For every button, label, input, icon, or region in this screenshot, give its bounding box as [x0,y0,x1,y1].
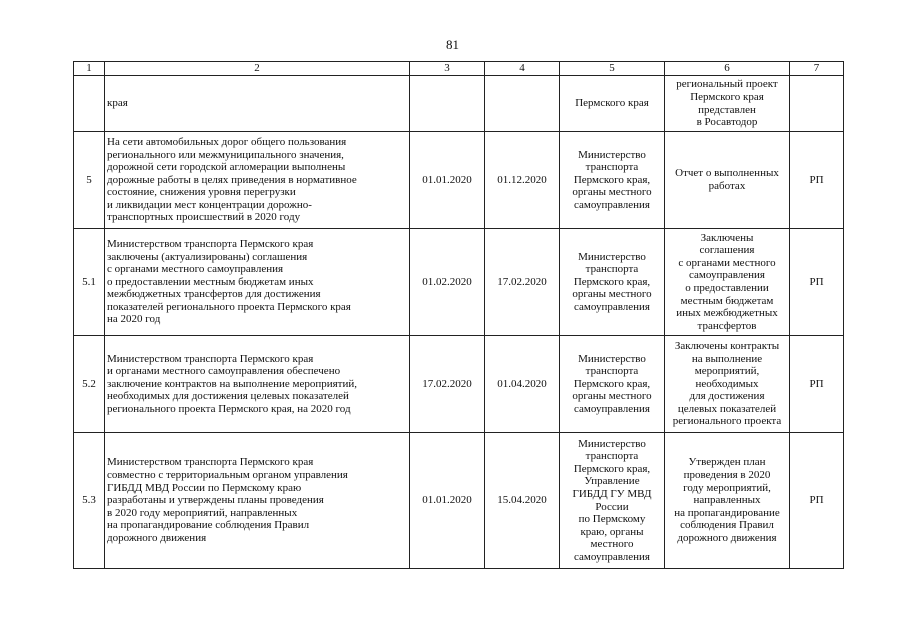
table-row [74,76,844,132]
row-number: 5 [74,132,105,229]
row-end-date: 17.02.2020 [485,229,560,336]
row-executor: Министерство транспорта Пермского края, органы местного самоуправления [560,229,665,336]
row-result: Отчет о выполненных работах [665,132,790,229]
header-cell: 4 [485,62,560,76]
header-cell: 1 [74,62,105,76]
table-row [74,433,844,569]
header-cell: 7 [790,62,844,76]
row-document-type [790,76,844,132]
row-executor: Министерство транспорта Пермского края, органы местного самоуправления [560,336,665,433]
row-number: 5.1 [74,229,105,336]
row-description: края [105,76,410,132]
row-start-date: 01.02.2020 [410,229,485,336]
row-start-date [410,76,485,132]
row-start-date: 01.01.2020 [410,132,485,229]
row-executor: Пермского края [560,76,665,132]
row-document-type: РП [790,336,844,433]
header-row [74,62,844,76]
table-row [74,132,844,229]
row-number [74,76,105,132]
row-start-date: 17.02.2020 [410,336,485,433]
row-executor: Министерство транспорта Пермского края, Управление ГИБДД ГУ МВД России по Пермскому краю, органы местного самоуправления [560,433,665,569]
row-result: Заключены соглашения с органами местного самоуправления о предоставлении местным бюджетам иных межбюджетных трансфертов [665,229,790,336]
row-start-date: 01.01.2020 [410,433,485,569]
row-description: Министерством транспорта Пермского края заключены (актуализированы) соглашения с органами местного самоуправления о предоставлении местным бюджетам иных межбюджетных трансфертов для достижения показателей регионального проекта Пермского края на 2020 год [105,229,410,336]
row-number: 5.2 [74,336,105,433]
row-description: Министерством транспорта Пермского края совместно с территориальным органом управления ГИБДД МВД России по Пермскому краю разработаны и утверждены планы проведения в 2020 году мероприятий, направленных на пропагандирование соблюдения Правил дорожного движения [105,433,410,569]
row-document-type: РП [790,229,844,336]
row-end-date: 01.12.2020 [485,132,560,229]
row-document-type: РП [790,132,844,229]
row-description: На сети автомобильных дорог общего пользования регионального или межмуниципального значения, дорожной сети городской агломерации выполнены дорожные работы в целях приведения в нормативное состояние, снижения уровня перегрузки и ликвидации мест концентрации дорожно- транспортных происшествий в 2020 году [105,132,410,229]
row-number: 5.3 [74,433,105,569]
row-executor: Министерство транспорта Пермского края, органы местного самоуправления [560,132,665,229]
row-result: Утвержден план проведения в 2020 году мероприятий, направленных на пропагандирование соблюдения Правил дорожного движения [665,433,790,569]
page-number: 81 [446,37,459,52]
header-cell: 6 [665,62,790,76]
row-end-date: 01.04.2020 [485,336,560,433]
row-document-type: РП [790,433,844,569]
header-cell: 3 [410,62,485,76]
row-description: Министерством транспорта Пермского края и органами местного самоуправления обеспечено заключение контрактов на выполнение мероприятий, необходимых для достижения целевых показателей регионального проекта Пермского края, на 2020 год [105,336,410,433]
header-cell: 5 [560,62,665,76]
table-row [74,229,844,336]
row-result: региональный проект Пермского края представлен в Росавтодор [665,76,790,132]
row-end-date: 15.04.2020 [485,433,560,569]
plan-table [73,61,844,569]
table-row [74,336,844,433]
header-cell: 2 [105,62,410,76]
row-result: Заключены контракты на выполнение мероприятий, необходимых для достижения целевых показателей регионального проекта [665,336,790,433]
row-end-date [485,76,560,132]
